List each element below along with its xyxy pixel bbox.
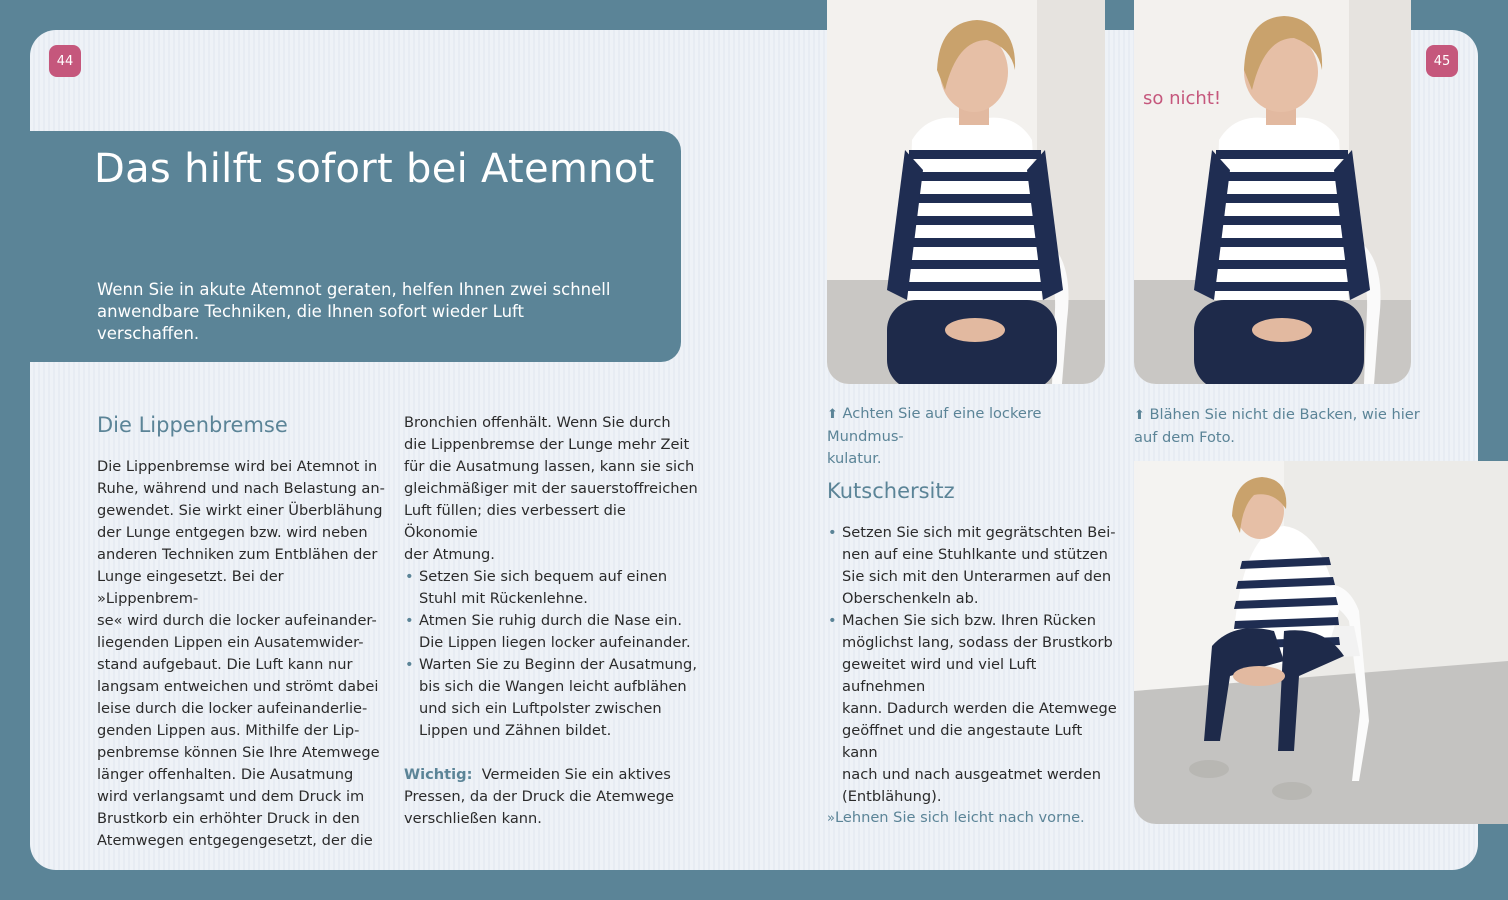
photo-kutschersitz xyxy=(1134,461,1508,824)
text-line: Luft füllen; dies verbessert die Ökonomie xyxy=(404,502,626,541)
text-line: Atmen Sie ruhig durch die Nase ein. xyxy=(419,612,682,629)
caption-relaxed xyxy=(827,403,1117,470)
kutschersitz-list xyxy=(827,522,1122,808)
caption-line: Blähen Sie nicht die Backen, wie hier xyxy=(1149,406,1420,423)
text-line: die Lippenbremse der Lunge mehr Zeit xyxy=(404,436,690,453)
text-line: liegenden Lippen ein Ausatemwider- xyxy=(97,634,364,651)
text-line: kann. Dadurch werden die Atemwege xyxy=(842,700,1117,717)
woman-leaning-forward-illustration xyxy=(1134,461,1508,824)
text-line: Sie sich mit den Unterarmen auf den xyxy=(842,568,1112,585)
text-line: Stuhl mit Rückenlehne. xyxy=(419,590,588,607)
lippenbremse-col2 xyxy=(404,412,704,830)
text-line: und sich ein Luftpolster zwischen xyxy=(419,700,662,717)
so-nicht-label: so nicht! xyxy=(1143,88,1222,109)
page-number-right: 45 xyxy=(1426,45,1458,77)
text-line: Die Lippenbremse wird bei Atemnot in xyxy=(97,458,378,475)
list-item xyxy=(827,522,1122,610)
caption-line: Achten Sie auf eine lockere Mundmus- xyxy=(827,405,1042,445)
text-line: gleichmäßiger mit der sauerstoffreichen xyxy=(404,480,698,497)
text-line: wird verlangsamt und dem Druck im xyxy=(97,788,365,805)
caption-lean-forward xyxy=(827,807,1117,830)
text-line: verschließen kann. xyxy=(404,810,542,827)
text-line: der Lunge entgegen bzw. wird neben xyxy=(97,524,368,541)
text-line: (Entblähung). xyxy=(842,788,942,805)
text-line: für die Ausatmung lassen, kann sie sich xyxy=(404,458,695,475)
woman-seated-illustration xyxy=(1134,0,1411,384)
bullet-icon: • xyxy=(405,656,414,673)
text-line: penbremse können Sie Ihre Atemwege xyxy=(97,744,380,761)
intro-text: Wenn Sie in akute Atemnot geraten, helfen Ihnen zwei schnell anwendbare Techniken, die Ihnen sofort wieder Luft verschaffen. xyxy=(97,280,611,343)
list-item xyxy=(827,610,1122,808)
wichtig-note xyxy=(404,764,704,786)
caption-puffed xyxy=(1134,404,1434,449)
text-line: nach und nach ausgeatmet werden xyxy=(842,766,1102,783)
page-title: Das hilft sofort bei Atemnot xyxy=(94,146,655,192)
text-line: Atemwegen entgegengesetzt, der die xyxy=(97,832,373,849)
text-line: Warten Sie zu Beginn der Ausatmung, xyxy=(419,656,697,673)
double-arrow-right-icon: » xyxy=(827,811,835,826)
list-item xyxy=(404,566,704,610)
text-line: Vermeiden Sie ein aktives xyxy=(481,766,671,783)
text-line: Lippen und Zähnen bildet. xyxy=(419,722,612,739)
text-line: Pressen, da der Druck die Atemwege xyxy=(404,788,674,805)
photo-puffed-cheeks xyxy=(1134,0,1411,384)
bullet-icon: • xyxy=(405,612,414,629)
list-item xyxy=(404,654,704,742)
text-line: geöffnet und die angestaute Luft kann xyxy=(842,722,1083,761)
text-line: gewendet. Sie wirkt einer Überblähung xyxy=(97,502,383,519)
text-line: Setzen Sie sich mit gegrätschten Bei- xyxy=(842,524,1116,541)
text-line: möglichst lang, sodass der Brustkorb xyxy=(842,634,1113,651)
list-item xyxy=(404,610,704,654)
photo-relaxed-mouth xyxy=(827,0,1105,384)
left-edge-band xyxy=(0,0,28,900)
text-line: länger offenhalten. Die Ausatmung xyxy=(97,766,354,783)
caret-up-icon: ⬆ xyxy=(827,407,838,422)
kutschersitz-steps xyxy=(827,522,1122,808)
text-line: leise durch die locker aufeinanderlie- xyxy=(97,700,368,717)
woman-seated-illustration xyxy=(827,0,1105,384)
caret-up-icon: ⬆ xyxy=(1134,408,1145,423)
text-line: geweitet wird und viel Luft aufnehmen xyxy=(842,656,1037,695)
text-line: langsam entweichen und strömt dabei xyxy=(97,678,379,695)
lippenbremse-steps xyxy=(404,566,704,742)
text-line: Ruhe, während und nach Belastung an- xyxy=(97,480,385,497)
caption-line: kulatur. xyxy=(827,450,882,467)
bullet-icon: • xyxy=(828,612,837,629)
text-line: stand aufgebaut. Die Luft kann nur xyxy=(97,656,353,673)
text-line: Setzen Sie sich bequem auf einen xyxy=(419,568,668,585)
bullet-icon: • xyxy=(405,568,414,585)
bullet-icon: • xyxy=(828,524,837,541)
text-line: genden Lippen aus. Mithilfe der Lip- xyxy=(97,722,360,739)
lippenbremse-col1 xyxy=(97,456,387,852)
caption-line: Lehnen Sie sich leicht nach vorne. xyxy=(834,809,1085,826)
text-line: bis sich die Wangen leicht aufblähen xyxy=(419,678,687,695)
kutschersitz-heading: Kutschersitz xyxy=(827,479,955,503)
text-line: Lunge eingesetzt. Bei der »Lippenbrem- xyxy=(97,568,284,607)
text-line: Brustkorb ein erhöhter Druck in den xyxy=(97,810,360,827)
page-number-left: 44 xyxy=(49,45,81,77)
text-line: Die Lippen liegen locker aufeinander. xyxy=(419,634,691,651)
text-line: se« wird durch die locker aufeinander- xyxy=(97,612,377,629)
text-line: nen auf eine Stuhlkante und stützen xyxy=(842,546,1108,563)
text-line: Machen Sie sich bzw. Ihren Rücken xyxy=(842,612,1096,629)
text-line: anderen Techniken zum Entblähen der xyxy=(97,546,378,563)
text-line: der Atmung. xyxy=(404,546,495,563)
text-line: Bronchien offenhält. Wenn Sie durch xyxy=(404,414,671,431)
caption-line: auf dem Foto. xyxy=(1134,429,1235,446)
text-line: Oberschenkeln ab. xyxy=(842,590,979,607)
lippenbremse-heading: Die Lippenbremse xyxy=(97,413,288,437)
wichtig-label: Wichtig: xyxy=(404,766,473,783)
